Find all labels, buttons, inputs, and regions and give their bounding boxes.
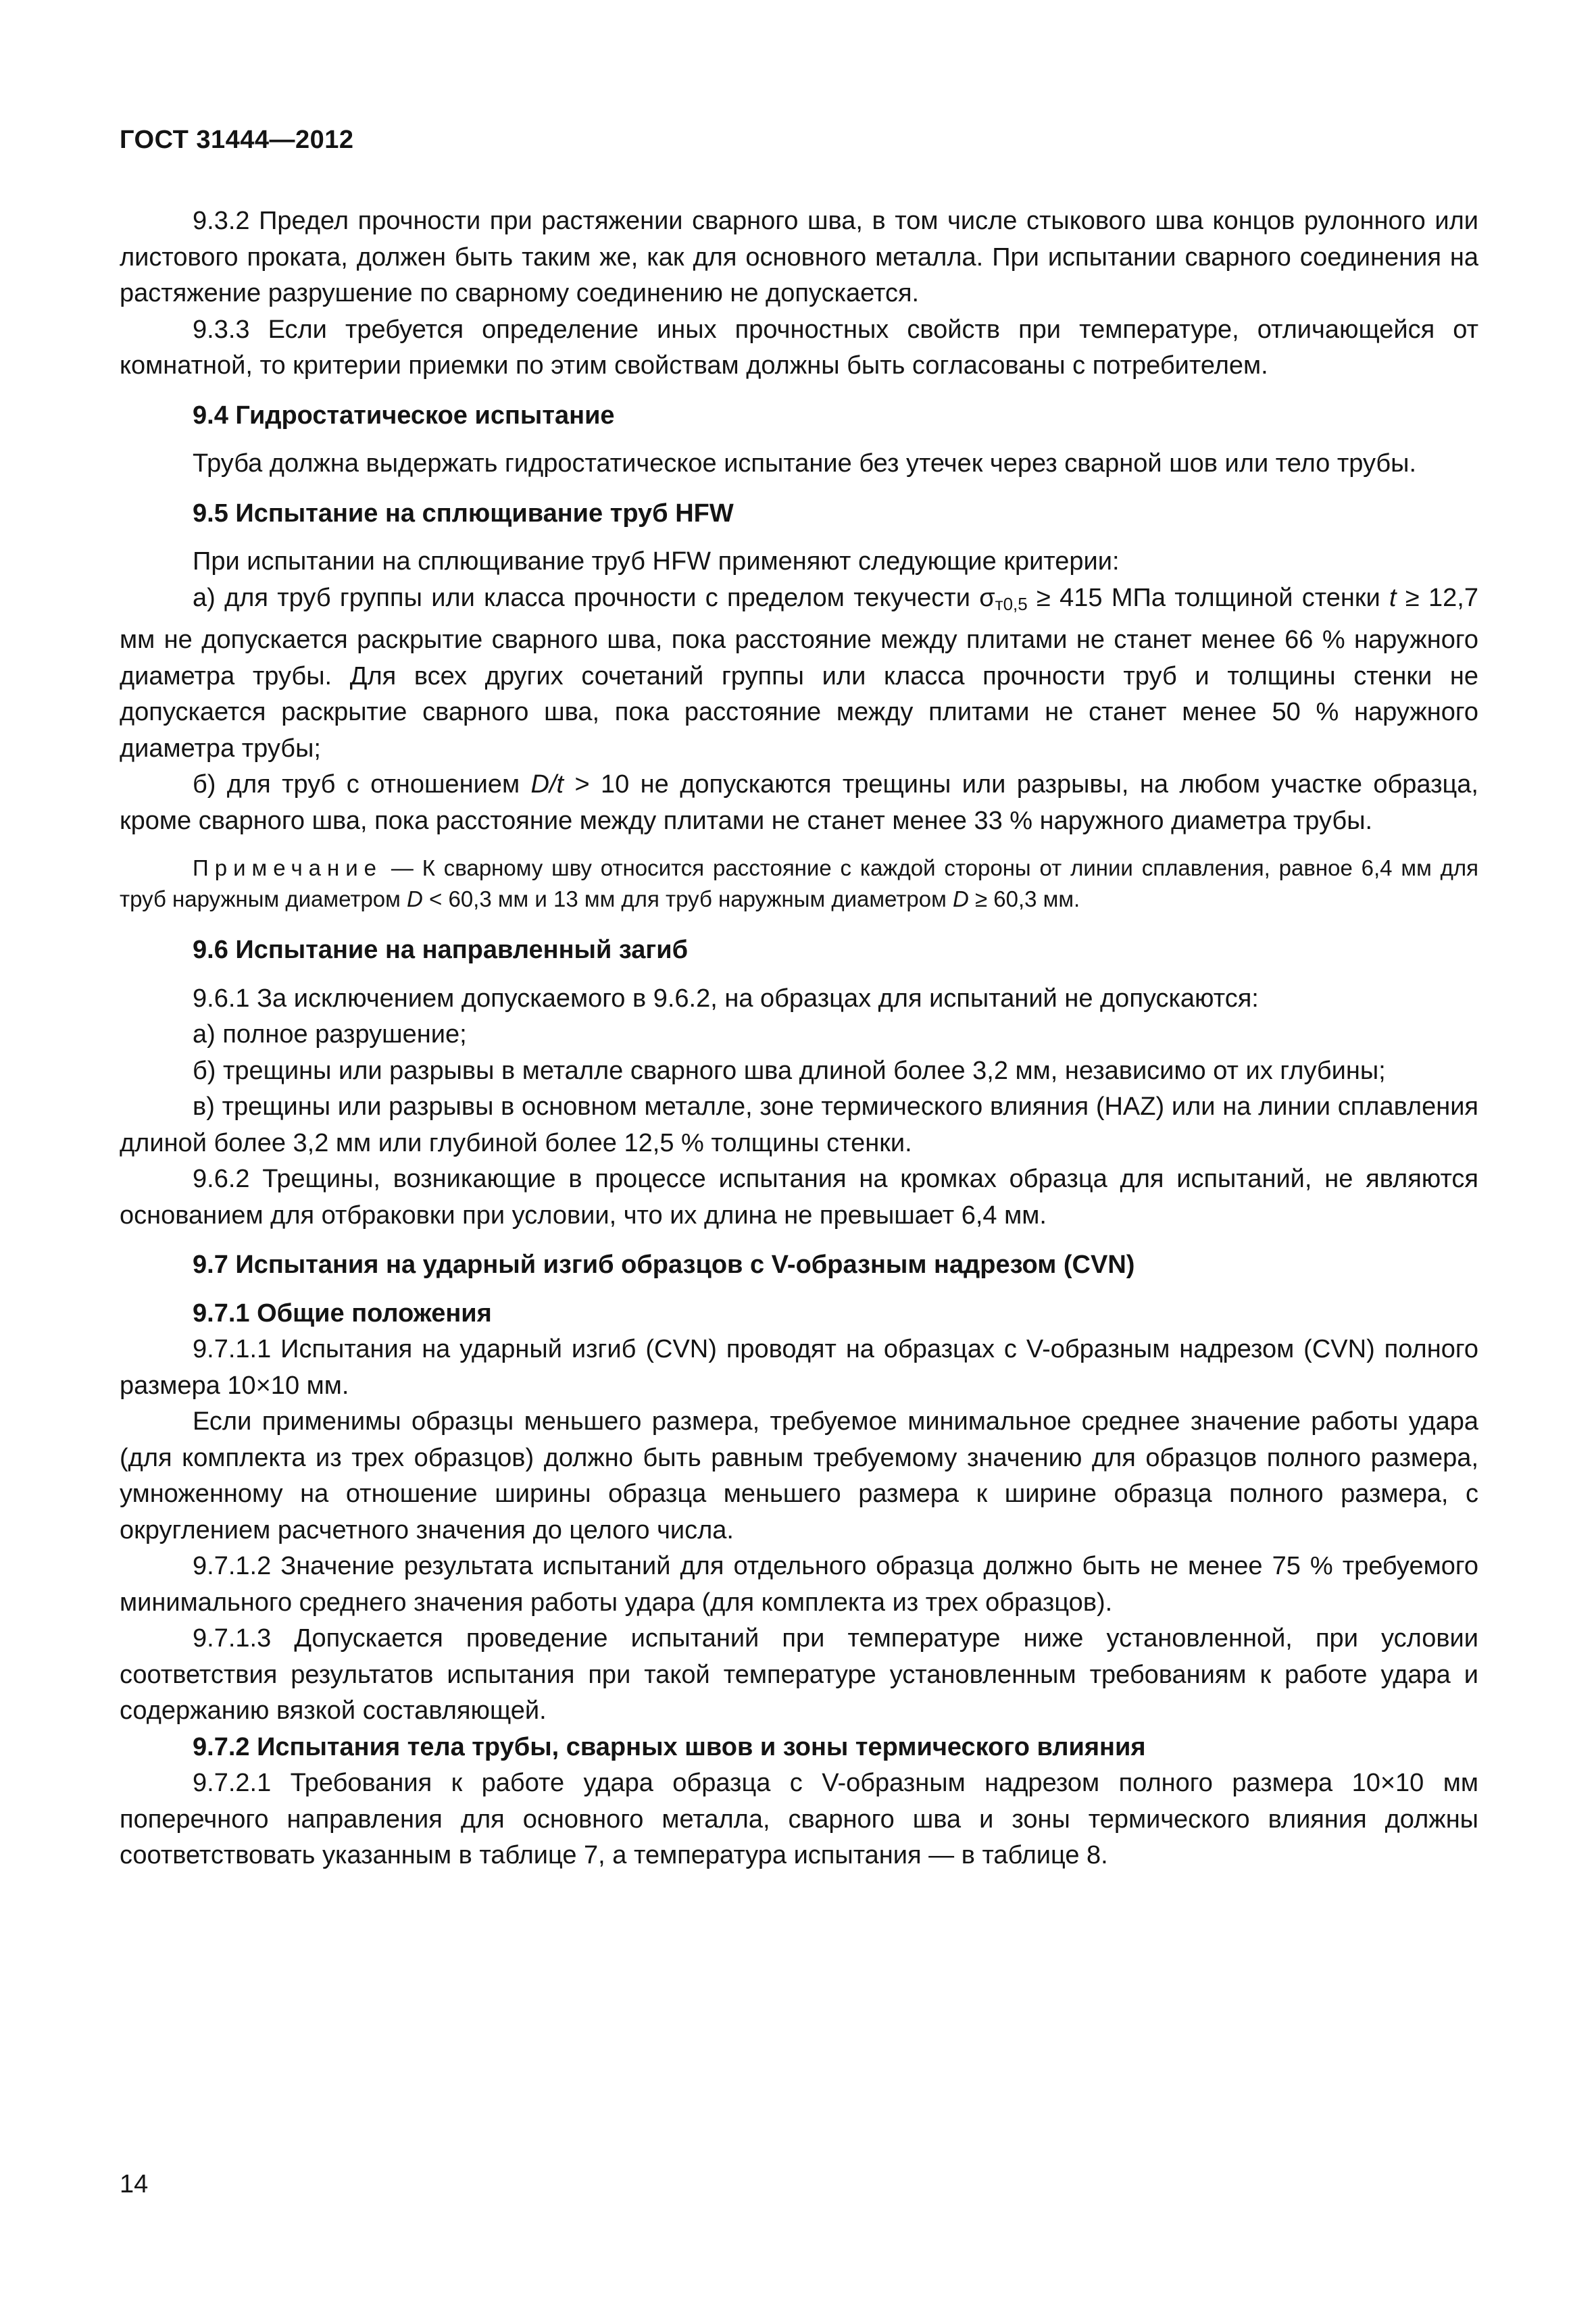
heading-9-4: 9.4 Гидростатическое испытание [193, 401, 615, 430]
text-fragment: ≥ 415 МПа толщиной стенки [1027, 583, 1390, 612]
note-text: < 60,3 мм и 13 мм для труб наружным диаметром [422, 886, 953, 911]
paragraph-9-6-1-a: а) полное разрушение; [193, 1020, 467, 1049]
paragraph-9-3-2: 9.3.2 Предел прочности при растяжении сварного шва, в том числе стыкового шва концов рулонного или листового проката, должен быть таким же, как для основного металла. При испытании сварного соединения на растяжение разрушение по сварному соединению не допускается. [120, 207, 1478, 307]
paragraph-9-6-1-c: в) трещины или разрывы в основном металле, зоне термического влияния (HAZ) или на линии сплавления длиной более 3,2 мм или глубиной более 12,5 % толщины стенки. [120, 1092, 1478, 1157]
paragraph-9-5-b [120, 767, 1478, 839]
variable-d: D [407, 886, 423, 911]
paragraph-9-5-intro: При испытании на сплющивание труб HFW применяют следующие критерии: [193, 547, 1120, 576]
text-fragment: б) для труб с отношением [193, 770, 531, 799]
page-number: 14 [120, 2170, 149, 2198]
paragraph-9-6-1: 9.6.1 За исключением допускаемого в 9.6.2, на образцах для испытаний не допускаются: [193, 984, 1259, 1013]
note-text: ≥ 60,3 мм. [968, 886, 1080, 911]
paragraph-9-4: Труба должна выдержать гидростатическое испытание без утечек через сварной шов или тело трубы. [193, 449, 1417, 478]
paragraph-9-5-a [120, 580, 1478, 768]
document-body [120, 203, 1478, 1874]
paragraph-9-7-1-2: 9.7.1.2 Значение результата испытаний для отдельного образца должно быть не менее 75 % требуемого минимального среднего значения работы удара (для комплекта из трех образцов). [120, 1552, 1478, 1617]
document-header: ГОСТ 31444—2012 [120, 126, 354, 154]
paragraph-9-3-3: 9.3.3 Если требуется определение иных прочностных свойств при температуре, отличающейся от комнатной, то критерии приемки по этим свойствам должны быть согласованы с потребителем. [120, 315, 1478, 380]
text-fragment: а) для труб группы или класса прочности с пределом текучести [193, 583, 980, 612]
heading-9-7: 9.7 Испытания на ударный изгиб образцов с V-образным надрезом (CVN) [193, 1251, 1135, 1279]
paragraph-9-6-1-b: б) трещины или разрывы в металле сварного шва длиной более 3,2 мм, независимо от их глубины; [193, 1056, 1386, 1085]
paragraph-9-7-2-1: 9.7.2.1 Требования к работе удара образца с V-образным надрезом полного размера 10×10 мм поперечного направления для основного металла, сварного шва и зоны термического влияния должны соответствовать указанным в таблице 7, а температура испытания — в таблице 8. [120, 1769, 1478, 1869]
variable-ratio: D/t [530, 770, 564, 799]
variable-t: t [1389, 583, 1397, 612]
note-label: Примечание [193, 855, 383, 880]
variable-d: D [952, 886, 969, 911]
heading-9-6: 9.6 Испытание на направленный загиб [193, 936, 689, 964]
paragraph-9-7-1-1: 9.7.1.1 Испытания на ударный изгиб (CVN) проводят на образцах с V-образным надрезом (CVN) полного размера 10×10 мм. [120, 1335, 1478, 1400]
paragraph-9-7-1-3: 9.7.1.3 Допускается проведение испытаний при температуре ниже установленной, при условии соответствия результатов испытания при такой температуре установленным требованиям к работе удара и содержанию вязкой составляющей. [120, 1624, 1478, 1725]
note-block [120, 853, 1478, 915]
note-text: — К сварному шву относится расстояние с каждой стороны от линии сплавления, равное 6,4 мм для труб наружным диаметром [120, 855, 1478, 911]
paragraph-9-7-1-1-b: Если применимы образцы меньшего размера, требуемое минимальное среднее значение работы удара (для комплекта из трех образцов) должно быть равным требуемому значению для образцов полного размера, умноженному на отношение ширины образца меньшего размера к ширине образца полного размера, с округлением расчетного значения до целого числа. [120, 1407, 1478, 1544]
sigma-subscript: т0,5 [995, 593, 1028, 614]
heading-9-7-2: 9.7.2 Испытания тела трубы, сварных швов и зоны термического влияния [193, 1732, 1146, 1761]
text-fragment: ≥ 12,7 мм не допускается раскрытие сварного шва, пока расстояние между плитами не станет менее 66 % наружного диаметра трубы. Для всех других сочетаний группы или класса прочности труб и толщины стенки не допускается раскрытие сварного шва, пока расстояние между плитами не станет менее 50 % наружного диаметра трубы; [120, 583, 1478, 763]
paragraph-9-6-2: 9.6.2 Трещины, возникающие в процессе испытания на кромках образца для испытаний, не являются основанием для отбраковки при условии, что их длина не превышает 6,4 мм. [120, 1165, 1478, 1230]
text-fragment: > 10 не допускаются трещины или разрывы, на любом участке образца, кроме сварного шва, пока расстояние между плитами не станет менее 33 % наружного диаметра трубы. [120, 770, 1478, 835]
heading-9-7-1: 9.7.1 Общие положения [193, 1299, 492, 1328]
sigma-symbol: σ [979, 583, 995, 612]
heading-9-5: 9.5 Испытание на сплющивание труб HFW [193, 499, 734, 528]
